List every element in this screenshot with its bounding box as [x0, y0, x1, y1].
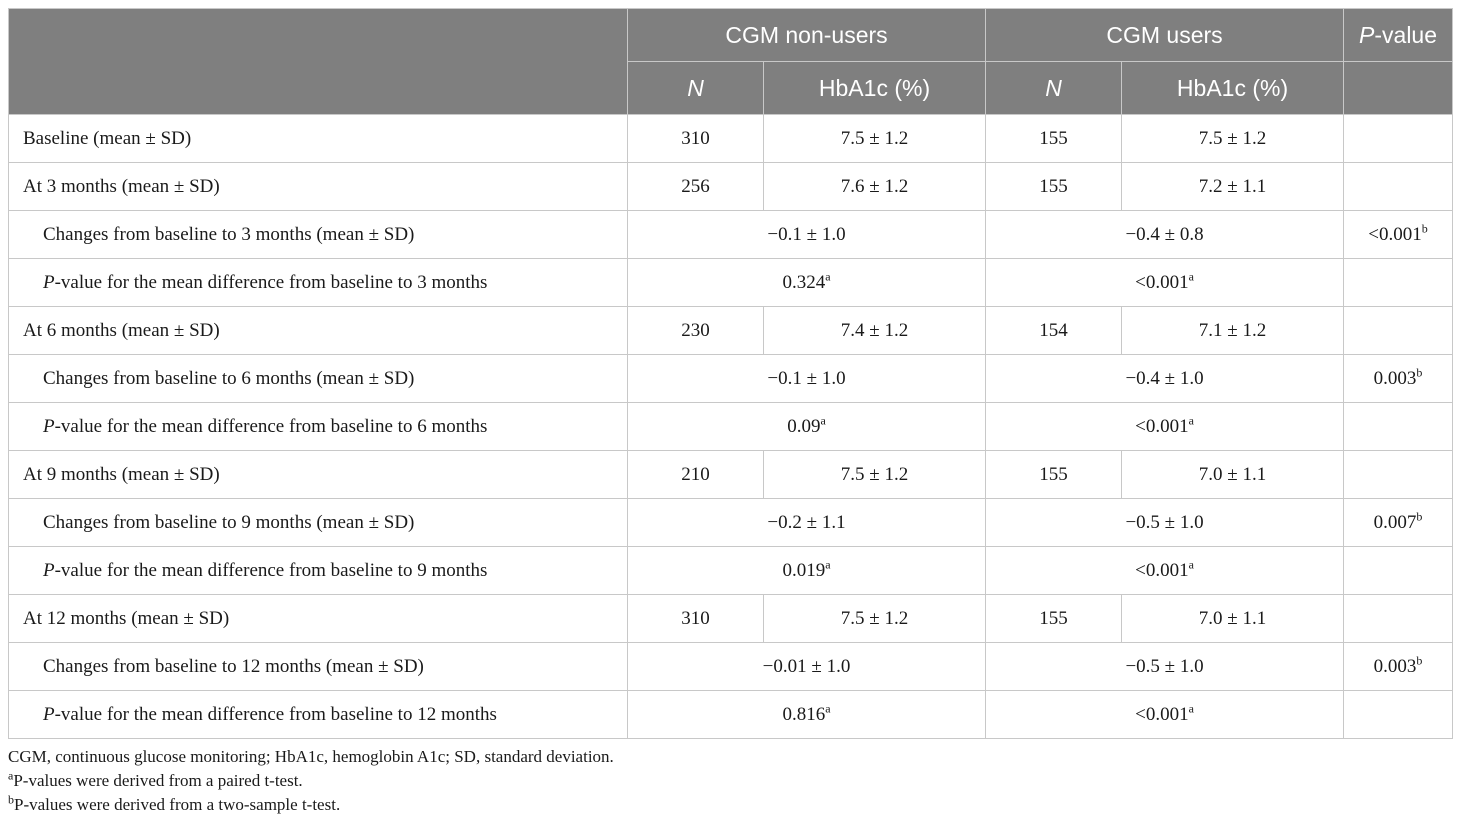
- table-row: [9, 403, 1453, 451]
- cell-hba1c-users: 7.1 ± 1.2: [1122, 307, 1344, 355]
- footnote-a: [8, 769, 1452, 793]
- pvalue-nonusers-sup: a: [820, 413, 826, 428]
- pvalue-users-value: <0.001: [1135, 703, 1189, 725]
- cell-hba1c-nonusers: 7.6 ± 1.2: [764, 163, 986, 211]
- footnote-a-mark: a: [8, 768, 14, 783]
- row-label: [9, 403, 628, 451]
- cell-pvalue: [1344, 595, 1453, 643]
- pvalue-nonusers-value: 0.324: [782, 271, 826, 293]
- cell-pvalue-blank: [1344, 259, 1453, 307]
- footnote-b-mark: b: [8, 792, 14, 807]
- table-row: [9, 115, 1453, 163]
- pvalue-sup: b: [1416, 509, 1423, 524]
- table-row: [9, 499, 1453, 547]
- table-body: [9, 115, 1453, 739]
- pvalue-nonusers-value: 0.09: [787, 415, 821, 437]
- cell-change-nonusers: −0.2 ± 1.1: [628, 499, 986, 547]
- cell-pvalue-nonusers: [628, 547, 986, 595]
- row-label: Changes from baseline to 6 months (mean ± SD): [9, 355, 628, 403]
- pvalue-nonusers-sup: a: [825, 269, 831, 284]
- cell-hba1c-users: 7.5 ± 1.2: [1122, 115, 1344, 163]
- row-label: At 12 months (mean ± SD): [9, 595, 628, 643]
- row-label-rest: -value for the mean difference from baseline to 9 months: [54, 559, 488, 581]
- cell-change-nonusers: −0.1 ± 1.0: [628, 211, 986, 259]
- cell-pvalue-blank: [1344, 547, 1453, 595]
- row-label-italic: P: [43, 703, 55, 725]
- table-row: [9, 595, 1453, 643]
- cell-pvalue-users: [986, 547, 1344, 595]
- row-label-italic: P: [43, 271, 55, 293]
- cell-change-nonusers: −0.01 ± 1.0: [628, 643, 986, 691]
- cell-pvalue: [1344, 451, 1453, 499]
- results-table: [8, 8, 1453, 739]
- pvalue-users-sup: a: [1188, 701, 1194, 716]
- cell-pvalue: [1344, 499, 1453, 547]
- table-row: [9, 355, 1453, 403]
- footnote-b-text: P-values were derived from a two-sample t-test.: [14, 795, 341, 814]
- header-group-nonusers: CGM non-users: [628, 9, 986, 62]
- cell-pvalue-nonusers: [628, 259, 986, 307]
- row-label: [9, 691, 628, 739]
- pvalue-sup: b: [1416, 365, 1423, 380]
- cell-hba1c-nonusers: 7.4 ± 1.2: [764, 307, 986, 355]
- cell-pvalue-users: [986, 403, 1344, 451]
- cell-change-users: −0.4 ± 0.8: [986, 211, 1344, 259]
- cell-pvalue-users: [986, 259, 1344, 307]
- cell-pvalue: [1344, 355, 1453, 403]
- table-row: [9, 259, 1453, 307]
- cell-n-users: 155: [986, 163, 1122, 211]
- pvalue-value: <0.001: [1368, 223, 1422, 245]
- cell-pvalue: [1344, 115, 1453, 163]
- pvalue-nonusers-value: 0.019: [782, 559, 826, 581]
- cell-n-users: 155: [986, 595, 1122, 643]
- row-label-rest: -value for the mean difference from baseline to 12 months: [54, 703, 497, 725]
- cell-pvalue: [1344, 211, 1453, 259]
- pvalue-value: 0.003: [1373, 655, 1417, 677]
- footnote-a-text: P-values were derived from a paired t-test.: [13, 771, 303, 790]
- pvalue-users-sup: a: [1188, 557, 1194, 572]
- row-label: Changes from baseline to 3 months (mean ± SD): [9, 211, 628, 259]
- table-row: [9, 547, 1453, 595]
- footnote-abbreviations: CGM, continuous glucose monitoring; HbA1c, hemoglobin A1c; SD, standard deviation.: [8, 747, 614, 766]
- cell-change-nonusers: −0.1 ± 1.0: [628, 355, 986, 403]
- row-label: Baseline (mean ± SD): [9, 115, 628, 163]
- cell-pvalue: [1344, 163, 1453, 211]
- cell-hba1c-users: 7.0 ± 1.1: [1122, 595, 1344, 643]
- row-label: [9, 547, 628, 595]
- cell-n-nonusers: 230: [628, 307, 764, 355]
- pvalue-sup: b: [1416, 653, 1423, 668]
- header-group-users: CGM users: [986, 9, 1344, 62]
- row-label-italic: P: [43, 415, 55, 437]
- cell-change-users: −0.4 ± 1.0: [986, 355, 1344, 403]
- cell-hba1c-nonusers: 7.5 ± 1.2: [764, 115, 986, 163]
- header-n-nonusers: N: [628, 62, 764, 115]
- footnote-b: [8, 793, 1452, 817]
- cell-n-nonusers: 310: [628, 115, 764, 163]
- table-row: [9, 307, 1453, 355]
- cell-n-nonusers: 310: [628, 595, 764, 643]
- cell-pvalue-blank: [1344, 403, 1453, 451]
- table-row: [9, 451, 1453, 499]
- row-label-rest: -value for the mean difference from baseline to 3 months: [54, 271, 488, 293]
- header-hba1c-users: HbA1c (%): [1122, 62, 1344, 115]
- cell-pvalue-users: [986, 691, 1344, 739]
- cell-n-users: 155: [986, 115, 1122, 163]
- pvalue-users-value: <0.001: [1135, 271, 1189, 293]
- header-pvalue-italic: P: [1359, 21, 1375, 48]
- cell-n-users: 154: [986, 307, 1122, 355]
- pvalue-value: 0.003: [1373, 367, 1417, 389]
- pvalue-nonusers-value: 0.816: [782, 703, 826, 725]
- cell-hba1c-nonusers: 7.5 ± 1.2: [764, 595, 986, 643]
- footnotes: [8, 745, 1452, 817]
- cell-pvalue: [1344, 643, 1453, 691]
- cell-pvalue-nonusers: [628, 691, 986, 739]
- row-label: [9, 259, 628, 307]
- cell-hba1c-users: 7.2 ± 1.1: [1122, 163, 1344, 211]
- table-row: [9, 211, 1453, 259]
- pvalue-users-value: <0.001: [1135, 559, 1189, 581]
- row-label-rest: -value for the mean difference from baseline to 6 months: [54, 415, 488, 437]
- row-label: Changes from baseline to 12 months (mean ± SD): [9, 643, 628, 691]
- pvalue-users-sup: a: [1188, 413, 1194, 428]
- cell-n-nonusers: 210: [628, 451, 764, 499]
- header-n-users: N: [986, 62, 1122, 115]
- pvalue-users-sup: a: [1188, 269, 1194, 284]
- pvalue-sup: b: [1421, 221, 1428, 236]
- pvalue-value: 0.007: [1373, 511, 1417, 533]
- pvalue-nonusers-sup: a: [825, 557, 831, 572]
- cell-change-users: −0.5 ± 1.0: [986, 499, 1344, 547]
- row-label-italic: P: [43, 559, 55, 581]
- table-header: [9, 9, 1453, 115]
- row-label: At 6 months (mean ± SD): [9, 307, 628, 355]
- header-pvalue: [1344, 9, 1453, 62]
- cell-n-users: 155: [986, 451, 1122, 499]
- cell-pvalue-nonusers: [628, 403, 986, 451]
- row-label: At 9 months (mean ± SD): [9, 451, 628, 499]
- header-pvalue-rest: -value: [1374, 21, 1438, 48]
- cell-pvalue-blank: [1344, 691, 1453, 739]
- table-row: [9, 691, 1453, 739]
- header-blank-cell: [9, 9, 628, 115]
- header-pvalue-blank: [1344, 62, 1453, 115]
- row-label: Changes from baseline to 9 months (mean ± SD): [9, 499, 628, 547]
- cell-hba1c-users: 7.0 ± 1.1: [1122, 451, 1344, 499]
- pvalue-users-value: <0.001: [1135, 415, 1189, 437]
- table-row: [9, 643, 1453, 691]
- table-row: [9, 163, 1453, 211]
- cell-change-users: −0.5 ± 1.0: [986, 643, 1344, 691]
- table-container: [8, 8, 1452, 817]
- row-label: At 3 months (mean ± SD): [9, 163, 628, 211]
- pvalue-nonusers-sup: a: [825, 701, 831, 716]
- cell-pvalue: [1344, 307, 1453, 355]
- header-hba1c-nonusers: HbA1c (%): [764, 62, 986, 115]
- cell-hba1c-nonusers: 7.5 ± 1.2: [764, 451, 986, 499]
- cell-n-nonusers: 256: [628, 163, 764, 211]
